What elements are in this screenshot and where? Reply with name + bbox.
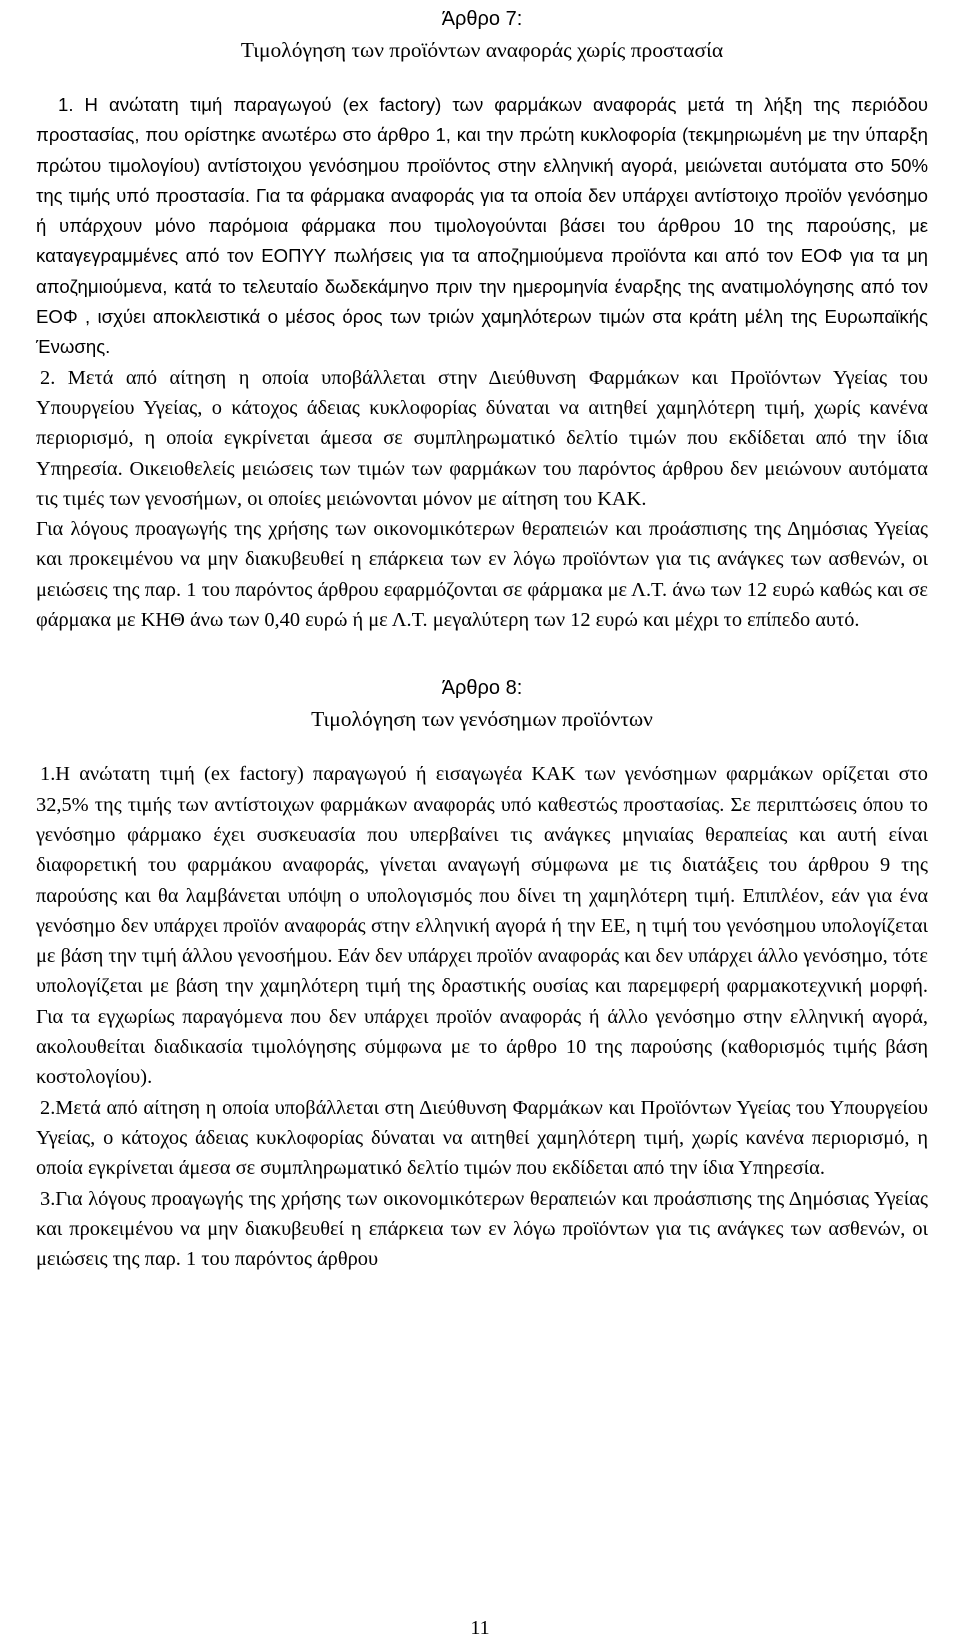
article-7-title: Άρθρο 7: [441, 8, 523, 30]
article-8-title: Άρθρο 8: [441, 677, 523, 700]
article-8-paragraph-2: 2.Μετά από αίτηση η οποία υποβάλλεται στη Διεύθυνση Φαρμάκων και Προϊόντων Υγείας του Υπουργείου Υγείας, ο κάτοχος άδειας κυκλοφορίας δύναται να αιτηθεί χαμηλότερη τιμή, χωρίς κανένα περιορισμό, η οποία εγκρίνεται άμεσα σε συμπληρωματικό δελτίο τιμών που εκδίδεται από την ίδια Υπηρεσία. [36, 1096, 928, 1180]
page-number: 11 [470, 1617, 490, 1639]
article-7-paragraph-1 [36, 90, 928, 363]
article-8-paragraph-3: 3.Για λόγους προαγωγής της χρήσης των οικονομικότερων θεραπειών και προάσπισης της Δημόσιας Υγείας και προκειμένου να μην διακυβευθεί η επάρκεια των εν λόγω προϊόντων για τις ανάγκες των ασθενών, οι μειώσεις της παρ. 1 του παρόντος άρθρου [36, 1187, 928, 1271]
article-8-paragraph-1: 1.Η ανώτατη τιμή (ex factory) παραγωγού ή εισαγωγέα ΚΑΚ των γενόσημων φαρμάκων ορίζεται στο 32,5% της τιμής των αντίστοιχων φαρμάκων αναφοράς υπό καθεστώς προστασίας. Σε περιπτώσεις όπου το γενόσημο φάρμακο έχει συσκευασία που υπερβαίνει τις ανάγκες μηνιαίας θεραπείας και αυτή είναι διαφορετική του φαρμάκου αναφοράς, γίνεται αναγωγή σύμφωνα με τις διατάξεις του άρθρου 9 της παρούσης και θα λαμβάνεται υπόψη ο υπολογισμός που δίνει τη χαμηλότερη τιμή. Επιπλέον, εάν για ένα γενόσημο δεν υπάρχει προϊόν αναφοράς στην ελληνική αγορά ή την ΕΕ, η τιμή του γενόσημου υπολογίζεται με βάση την τιμή άλλου γενοσήμου. Εάν δεν υπάρχει προϊόν αναφοράς και δεν υπάρχει άλλο γενόσημο, τότε υπολογίζεται με βάση την χαμηλότερη τιμή της δραστικής ουσίας και παρεμφερή φαρμακοτεχνική μορφή. Για τα εγχωρίως παραγόμενα που δεν υπάρχει προϊόν αναφοράς ή άλλο γενόσημο στην ελληνική αγορά, ακολουθείται διαδικασία τιμολόγησης σύμφωνα με το άρθρο 10 της παρούσης (καθορισμός τιμής βάση κοστολογίου). [36, 763, 928, 1089]
article-7-paragraph-2: 2. Μετά από αίτηση η οποία υποβάλλεται στην Διεύθυνση Φαρμάκων και Προϊόντων Υγείας του Υπουργείου Υγείας, ο κάτοχος άδειας κυκλοφορίας δύναται να αιτηθεί χαμηλότερη τιμή, χωρίς κανένα περιορισμό, η οποία εγκρίνεται άμεσα σε συμπληρωματικό δελτίο τιμών που εκδίδεται από την ίδια Υπηρεσία. Οικειοθελείς μειώσεις των τιμών των φαρμάκων του παρόντος άρθρου δεν μειώνουν αυτόματα τις τιμές των γενοσήμων, οι οποίες μειώνονται μόνον με αίτηση του ΚΑΚ. [36, 366, 928, 510]
article-7-paragraph-3: Για λόγους προαγωγής της χρήσης των οικονομικότερων θεραπειών και προάσπισης της Δημόσιας Υγείας και προκειμένου να μην διακυβευθεί η επάρκεια των εν λόγω προϊόντων για τις ανάγκες των ασθενών, οι μειώσεις της παρ. 1 του παρόντος άρθρου εφαρμόζονται σε φάρμακα με Λ.Τ. άνω των 12 ευρώ καθώς και σε φάρμακα με ΚΗΘ άνω των 0,40 ευρώ ή με Λ.Τ. μεγαλύτερη των 12 ευρώ και μέχρι το επίπεδο αυτό. [36, 518, 928, 632]
article-8-subtitle: Τιμολόγηση των γενόσημων προϊόντων [311, 707, 653, 732]
article-7-paragraph-1-text: 1. Η ανώτατη τιμή παραγωγού (ex factory) των φαρμάκων αναφοράς μετά τη λήξη της περιόδου προστασίας, που ορίστηκε ανωτέρω στο άρθρο 1, και την πρώτη κυκλοφορία (τεκμηριωμένη με την ύπαρξη πρώτου τιμολογίου) αντίστοιχου γενόσημου προϊόντος στην ελληνική αγορά, μειώνεται αυτόματα στο 50% της τιμής υπό προστασία. Για τα φάρμακα αναφοράς για τα οποία δεν υπάρχει αντίστοιχο προϊόν γενόσημο ή υπάρχουν μόνο παρόμοια φάρμακα που τιμολογούνται βάσει του άρθρου 10 της παρούσης, με καταγεγραμμένες από τον ΕΟΠΥΥ πωλήσεις για τα αποζημιούμενα προϊόντα και από τον ΕΟΦ για τα μη αποζημιούμενα, κατά το τελευταίο δωδεκάμηνο πριν την ημερομηνία έναρξης της ανατιμολόγησης από τον ΕΟΦ , ισχύει αποκλειστικά ο μέσος όρος των τριών χαμηλότερων τιμών στα κράτη μέλη της Ευρωπαϊκής Ένωσης. [36, 94, 928, 358]
document-page [36, 4, 928, 1274]
article-7-subtitle: Τιμολόγηση των προϊόντων αναφοράς χωρίς προστασία [240, 38, 724, 62]
